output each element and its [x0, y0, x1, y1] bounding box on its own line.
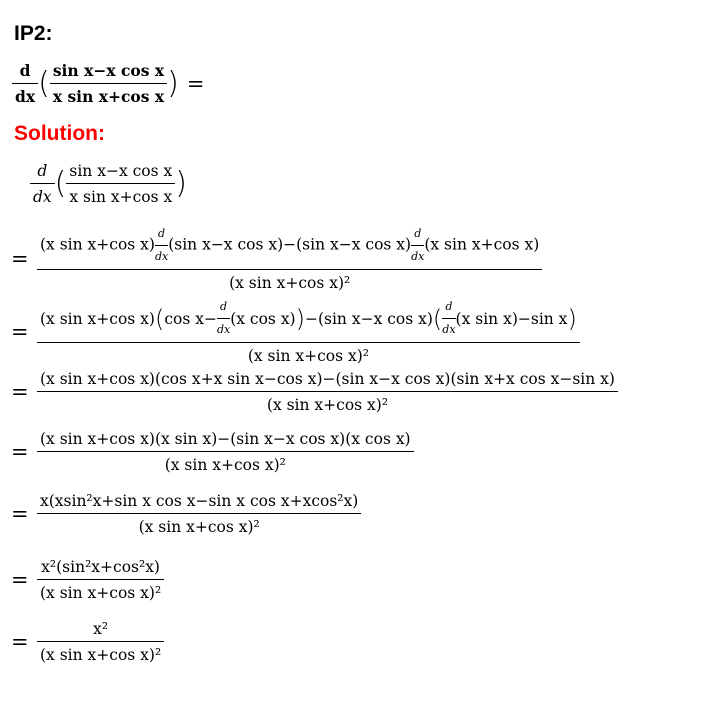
solution-step-1: = (x sin x+cos x) $\frac{d}{dx}$ (sin x−x cos x)−(sin x−x cos x) $\frac{d}{dx}$ (x sin x+cos x) (x sin x+cos x)²	[11, 223, 542, 294]
step-fraction: $\frac{\text{(x sin x+cos x)(x sin x)−(sin x−x cos x)(x cos x)}}{\text{(x sin x+cos x)²}}$	[37, 428, 414, 476]
problem-label: IP2:	[14, 22, 53, 45]
derivative-operator: $\frac{d}{dx}$	[12, 60, 38, 108]
solution-label: Solution:	[14, 122, 105, 145]
solution-start-expression: $\frac{d}{dx}$ ( $\frac{\text{sin x−x cos x}}{\text{x sin x+cos x}}$ )	[30, 160, 187, 208]
solution-step-6: = $\frac{\text{x²(sin²x+cos²x)}}{\text{(x sin x+cos x)²}}$	[11, 556, 164, 604]
problem-fraction: $\frac{\text{sin x−x cos x}}{\text{x sin x+cos x}}$	[50, 60, 167, 108]
solution-step-7: = $\frac{\text{x²}}{\text{(x sin x+cos x)²}}$	[11, 618, 164, 666]
derivative-operator: $\frac{d}{dx}$	[30, 160, 55, 208]
start-fraction: $\frac{\text{sin x−x cos x}}{\text{x sin x+cos x}}$	[66, 160, 175, 208]
step-fraction: (x sin x+cos x) ( cos x− $\frac{d}{dx}$ (x cos x) ) −(sin x−x cos x) ( $\frac{d}{dx}$ (x sin x)−sin x ) (x sin x+cos x)²	[37, 296, 580, 367]
step-fraction: (x sin x+cos x) $\frac{d}{dx}$ (sin x−x cos x)−(sin x−x cos x) $\frac{d}{dx}$ (x sin x+cos x) (x sin x+cos x)²	[37, 223, 542, 294]
solution-step-2: = (x sin x+cos x) ( cos x− $\frac{d}{dx}$ (x cos x) ) −(sin x−x cos x) ( $\frac{d}{dx}$ (x sin x)−sin x ) (x sin x+cos x)²	[11, 296, 580, 367]
step-fraction: $\frac{\text{x²}}{\text{(x sin x+cos x)²}}$	[37, 618, 164, 666]
solution-step-4: = $\frac{\text{(x sin x+cos x)(x sin x)−(sin x−x cos x)(x cos x)}}{\text{(x sin x+cos x)²}}$	[11, 428, 414, 476]
step-fraction: $\frac{\text{x(xsin²x+sin x cos x−sin x cos x+xcos²x)}}{\text{(x sin x+cos x)²}}$	[37, 490, 361, 538]
step-fraction: (x sin x+cos x)(cos x+x sin x−cos x)−(sin x−x cos x)(sin x+x cos x−sin x) (x sin x+cos x)²	[37, 368, 618, 416]
solution-step-5: = $\frac{\text{x(xsin²x+sin x cos x−sin x cos x+xcos²x)}}{\text{(x sin x+cos x)²}}$	[11, 490, 361, 538]
problem-expression: $\frac{d}{dx}$ ( $\frac{\text{sin x−x cos x}}{\text{x sin x+cos x}}$ ) =	[12, 60, 204, 108]
solution-step-3: = (x sin x+cos x)(cos x+x sin x−cos x)−(sin x−x cos x)(sin x+x cos x−sin x) (x sin x+cos x)²	[11, 368, 618, 416]
step-fraction: $\frac{\text{x²(sin²x+cos²x)}}{\text{(x sin x+cos x)²}}$	[37, 556, 164, 604]
